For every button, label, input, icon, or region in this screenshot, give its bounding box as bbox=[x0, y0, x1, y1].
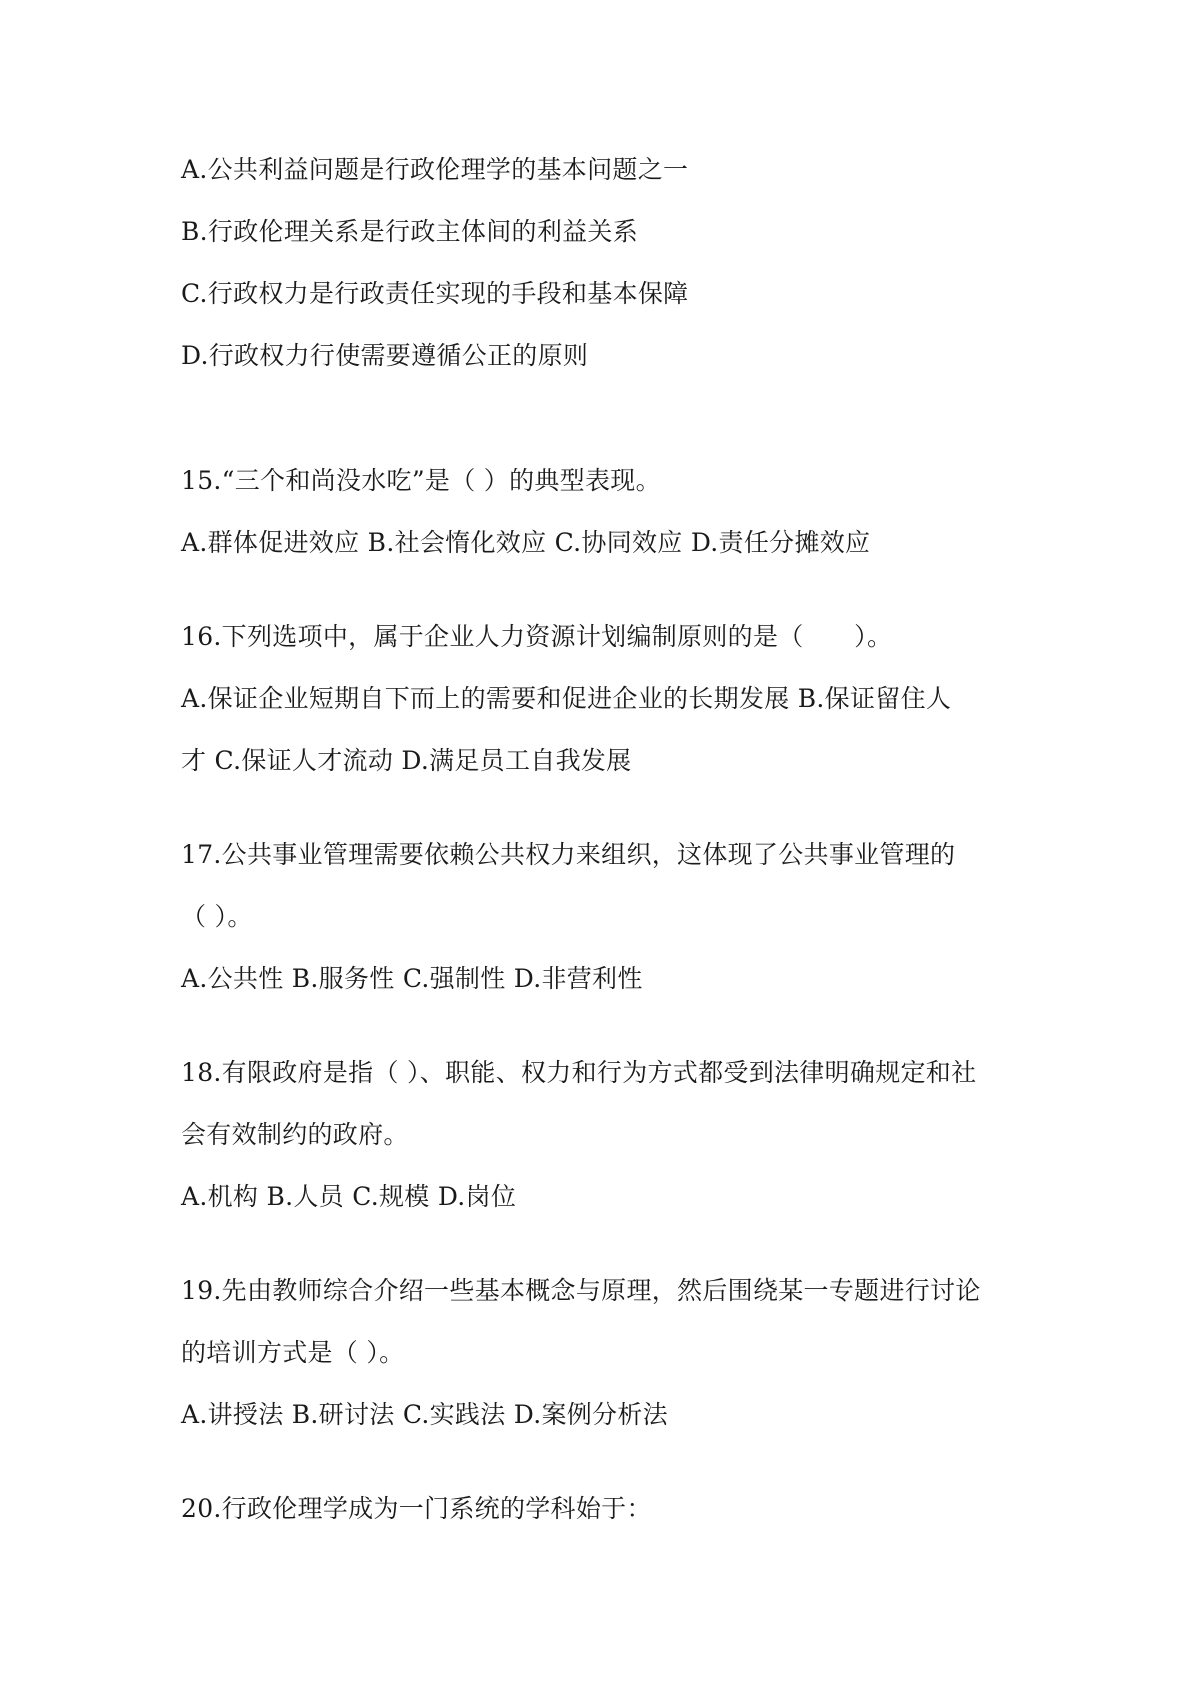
q19-stem-line2: 的培训方式是（ ）。 bbox=[181, 1338, 405, 1367]
q19-options: A.讲授法 B.研讨法 C.实践法 D.案例分析法 bbox=[181, 1400, 668, 1429]
q14-option-b: B.行政伦理关系是行政主体间的利益关系 bbox=[181, 217, 639, 246]
q18-stem-line1: 18.有限政府是指（ ）、职能、权力和行为方式都受到法律明确规定和社 bbox=[181, 1058, 977, 1087]
q18-stem-line2: 会有效制约的政府。 bbox=[181, 1120, 409, 1149]
q16-options-line2: 才 C.保证人才流动 D.满足员工自我发展 bbox=[181, 746, 632, 775]
q14-option-d: D.行政权力行使需要遵循公正的原则 bbox=[181, 341, 589, 370]
q15-stem: 15.“三个和尚没水吃”是（ ）的典型表现。 bbox=[181, 466, 661, 495]
q16-stem: 16.下列选项中，属于企业人力资源计划编制原则的是（ ）。 bbox=[181, 622, 893, 651]
q14-option-c: C.行政权力是行政责任实现的手段和基本保障 bbox=[181, 279, 689, 308]
q19-stem-line1: 19.先由教师综合介绍一些基本概念与原理，然后围绕某一专题进行讨论 bbox=[181, 1276, 981, 1305]
q20-stem: 20.行政伦理学成为一门系统的学科始于： bbox=[181, 1494, 652, 1523]
q15-options: A.群体促进效应 B.社会惰化效应 C.协同效应 D.责任分摊效应 bbox=[181, 528, 871, 557]
q18-options: A.机构 B.人员 C.规模 D.岗位 bbox=[181, 1182, 517, 1211]
q16-options-line1: A.保证企业短期自下而上的需要和促进企业的长期发展 B.保证留住人 bbox=[181, 684, 952, 713]
q17-options: A.公共性 B.服务性 C.强制性 D.非营利性 bbox=[181, 964, 643, 993]
q17-stem-line1: 17.公共事业管理需要依赖公共权力来组织，这体现了公共事业管理的 bbox=[181, 840, 956, 869]
q14-option-a: A.公共利益问题是行政伦理学的基本问题之一 bbox=[181, 155, 689, 184]
q17-stem-line2: （ ）。 bbox=[181, 902, 253, 931]
